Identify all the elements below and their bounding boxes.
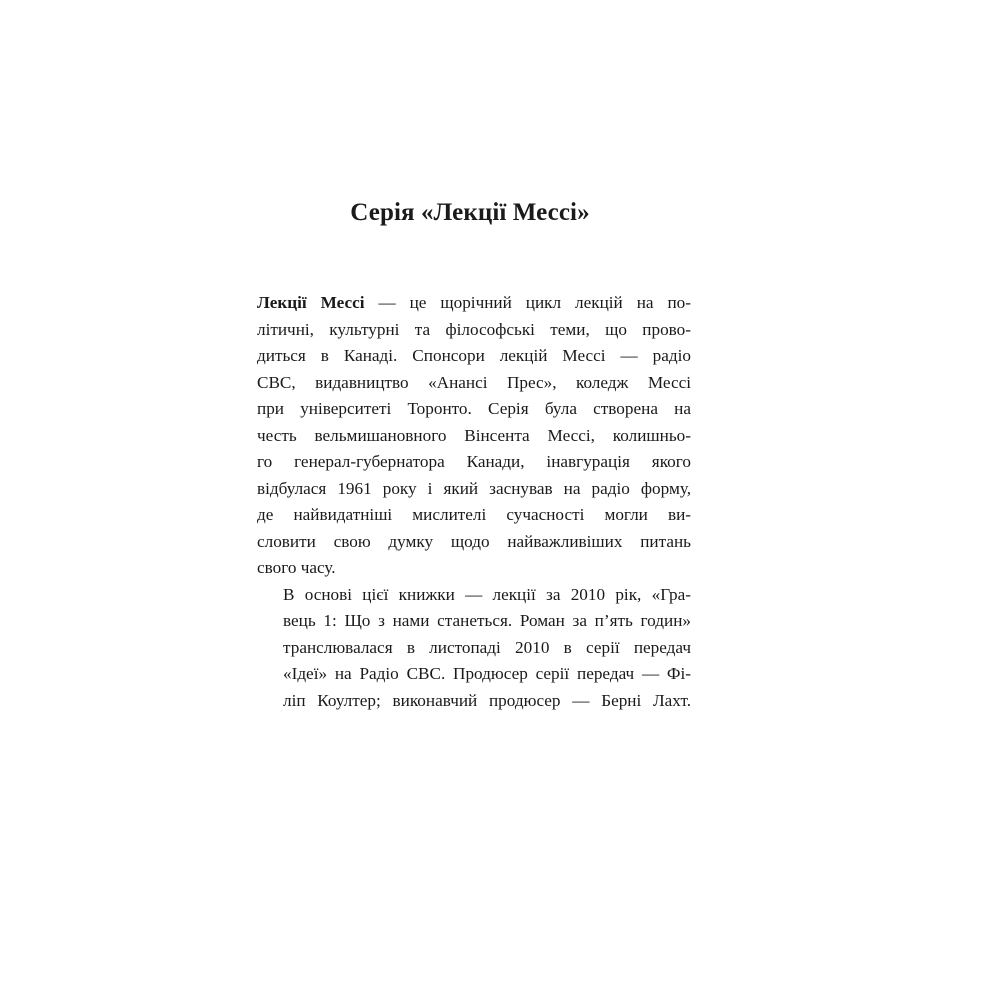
- text-line: словити свою думку щодо найважливіших питань: [257, 531, 691, 551]
- text-line: честь вельмишановного Вінсента Мессі, колишньо-: [257, 425, 691, 445]
- text-line: вець 1: Що з нами станеться. Роман за п’ять годин»: [283, 611, 691, 630]
- text-line: го генерал-губернатора Канади, інавгурація якого: [257, 452, 691, 471]
- text-line: де найвидатніші мислителі сучасності могли ви-: [257, 505, 691, 524]
- text-line: свого часу.: [257, 558, 336, 577]
- paragraph-2: [257, 582, 691, 715]
- text-line: літичні, культурні та філософські теми, що прово-: [257, 319, 691, 339]
- lead-term: Лекції Мессі: [257, 293, 365, 312]
- text-line: відбулася 1961 року і який заснував на радіо форму,: [257, 478, 691, 498]
- text-line: В основі цієї книжки — лекції за 2010 рік, «Гра-: [283, 584, 691, 604]
- text-line: [257, 290, 691, 317]
- text-line: CBC, видавництво «Ананcі Прес», коледж Мессі: [257, 372, 691, 392]
- page-title: Серія «Лекції Мессі»: [350, 199, 590, 226]
- text-line-rest: — це щорічний цикл лекцій на по-: [364, 293, 692, 312]
- text-line: при університеті Торонто. Серія була створена на: [257, 399, 691, 418]
- body-text: [257, 290, 691, 714]
- text-line: транслювалася в листопаді 2010 в серії передач: [283, 637, 691, 657]
- text-line: «Ідеї» на Радіо CBC. Продюсер серії передач — Фі-: [283, 664, 691, 683]
- text-line: ліп Коултер; виконавчий продюсер — Берні Лахт.: [283, 690, 691, 710]
- text-line: диться в Канаді. Спонсори лекцій Мессі — радіо: [257, 346, 691, 365]
- paragraph-1: [257, 290, 691, 582]
